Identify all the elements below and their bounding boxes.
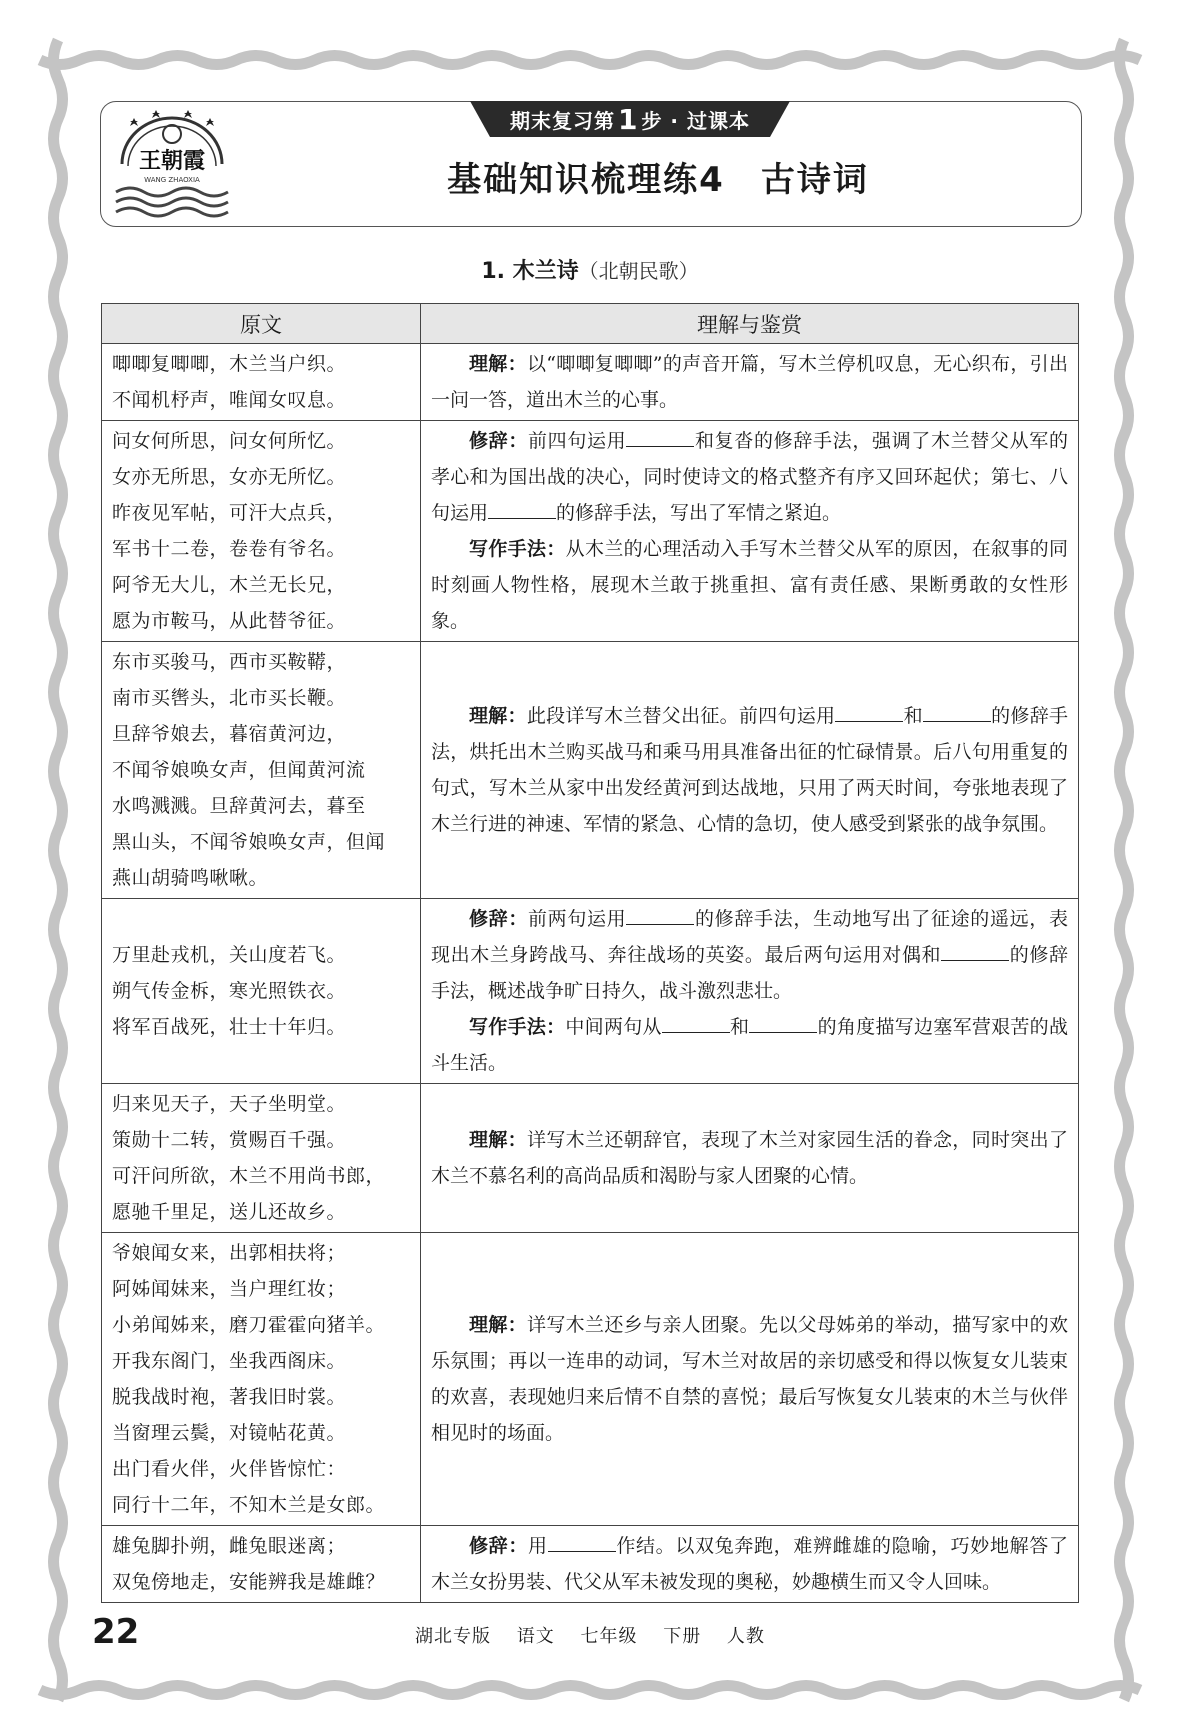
table-row	[102, 1084, 1079, 1233]
wavy-border-edge	[40, 1686, 1140, 1695]
tab-step-number: 1	[617, 102, 639, 136]
review-step-label	[470, 101, 790, 137]
analysis-paragraph	[431, 901, 1068, 1009]
analysis-cell	[421, 642, 1079, 899]
poem-line: 旦辞爷娘去，暮宿黄河边，	[112, 723, 347, 745]
column-header-original: 原文	[102, 304, 421, 344]
tab-text-post: 步 · 过课本	[641, 108, 750, 133]
table-row	[102, 899, 1079, 1084]
analysis-text: 用	[528, 1535, 548, 1557]
analysis-cell	[421, 421, 1079, 642]
analysis-cell	[421, 1526, 1079, 1603]
poem-line: 不闻机杼声，唯闻女叹息。	[112, 389, 347, 411]
poem-line: 唧唧复唧唧，木兰当户织。	[112, 353, 347, 375]
analysis-paragraph	[431, 531, 1068, 639]
fill-in-blank[interactable]	[923, 699, 991, 722]
poem-line: 当窗理云鬓，对镜帖花黄。	[112, 1422, 347, 1444]
analysis-cell	[421, 1084, 1079, 1233]
poem-line: 南市买辔头，北市买长鞭。	[112, 687, 347, 709]
poem-line: 愿驰千里足，送儿还故乡。	[112, 1201, 347, 1223]
table-row	[102, 1233, 1079, 1526]
fill-in-blank[interactable]	[749, 1010, 817, 1033]
analysis-paragraph	[431, 1307, 1068, 1451]
original-text-cell	[102, 1233, 421, 1526]
poem-line: 阿爷无大儿，木兰无长兄，	[112, 574, 347, 596]
wavy-border-edge	[40, 56, 1140, 65]
poem-line: 开我东阁门，坐我西阁床。	[112, 1350, 347, 1372]
analysis-keyword: 理解：	[469, 705, 527, 727]
poem-line: 东市买骏马，西市买鞍鞯，	[112, 651, 347, 673]
analysis-text: 和	[729, 1016, 750, 1038]
poem-line: 万里赴戎机，关山度若飞。	[112, 944, 347, 966]
original-text-cell	[102, 421, 421, 642]
poem-line: 可汗问所欲，木兰不用尚书郎，	[112, 1165, 386, 1187]
fill-in-blank[interactable]	[488, 496, 556, 519]
poem-line: 出门看火伴，火伴皆惊忙：	[112, 1458, 347, 1480]
poem-line: 水鸣溅溅。旦辞黄河去，暮至	[112, 795, 366, 817]
poem-line: 爷娘闻女来，出郭相扶将；	[112, 1242, 347, 1264]
analysis-text: 中间两句从	[565, 1016, 662, 1038]
analysis-text: 此段详写木兰替父出征。前四句运用	[526, 705, 836, 727]
poem-line: 将军百战死，壮士十年归。	[112, 1016, 347, 1038]
table-row	[102, 344, 1079, 421]
analysis-paragraph	[431, 346, 1068, 418]
section-heading	[100, 254, 1080, 285]
poem-line: 策勋十二转，赏赐百千强。	[112, 1129, 347, 1151]
poem-line: 小弟闻姊来，磨刀霍霍向猪羊。	[112, 1314, 386, 1336]
analysis-text: 作结。以双兔奔跑，难辨雌雄的隐喻，巧妙地解答了木兰女扮男装、代父从军未被发现的奥秘，妙趣横生而又令人回味。	[431, 1535, 1068, 1593]
tab-text-pre: 期末复习第	[509, 108, 615, 133]
analysis-text: 的修辞手法，写出了军情之紧迫。	[556, 502, 842, 524]
poem-line: 脱我战时袍，著我旧时裳。	[112, 1386, 347, 1408]
analysis-keyword: 理解：	[469, 353, 527, 375]
original-text-cell	[102, 899, 421, 1084]
column-header-analysis: 理解与鉴赏	[421, 304, 1079, 344]
analysis-cell	[421, 899, 1079, 1084]
fill-in-blank[interactable]	[835, 699, 903, 722]
analysis-keyword: 写作手法：	[469, 1016, 566, 1038]
analysis-paragraph	[431, 1122, 1068, 1194]
analysis-keyword: 修辞：	[469, 908, 528, 930]
analysis-paragraph	[431, 1009, 1068, 1081]
poem-line: 问女何所思，问女何所忆。	[112, 430, 347, 452]
analysis-text: 前两句运用	[528, 908, 627, 930]
fill-in-blank[interactable]	[548, 1529, 616, 1552]
page-title: 基础知识梳理练4 古诗词	[447, 160, 869, 200]
table-row	[102, 421, 1079, 642]
analysis-paragraph	[431, 423, 1068, 531]
page-number: 22	[92, 1612, 140, 1652]
poem-line: 同行十二年，不知木兰是女郎。	[112, 1494, 386, 1516]
svg-text:WANG ZHAOXIA: WANG ZHAOXIA	[144, 176, 200, 184]
poem-origin: （北朝民歌）	[578, 259, 699, 283]
original-text-cell	[102, 1084, 421, 1233]
original-text-cell	[102, 642, 421, 899]
poem-line: 女亦无所思，女亦无所忆。	[112, 466, 347, 488]
poem-line: 朔气传金柝，寒光照铁衣。	[112, 980, 347, 1002]
publisher-logo	[108, 104, 236, 222]
original-text-cell	[102, 344, 421, 421]
analysis-text: 的角度描写边塞军营艰苦的战斗生活。	[431, 1016, 1068, 1074]
fill-in-blank[interactable]	[662, 1010, 730, 1033]
analysis-paragraph	[431, 1528, 1068, 1600]
wavy-border-edge	[1120, 40, 1129, 1700]
analysis-keyword: 写作手法：	[469, 538, 566, 560]
poem-title: 1. 木兰诗	[481, 259, 579, 284]
poem-line: 黑山头，不闻爷娘唤女声，但闻	[112, 831, 386, 853]
poem-line: 不闻爷娘唤女声，但闻黄河流	[112, 759, 366, 781]
wavy-border-edge	[54, 40, 63, 1700]
fill-in-blank[interactable]	[626, 424, 694, 447]
table-row	[102, 642, 1079, 899]
svg-text:王朝霞: 王朝霞	[138, 148, 206, 174]
poem-line: 雄兔脚扑朔，雌兔眼迷离；	[112, 1535, 347, 1557]
analysis-text: 的修辞手法，烘托出木兰购买战马和乘马用具准备出征的忙碌情景。后八句用重复的句式，写木兰从家中出发经黄河到达战地，只用了两天时间，夸张地表现了木兰行进的神速、军情的紧急、心情的急切，使人感受到紧张的战争氛围。	[431, 705, 1068, 835]
poem-line: 昨夜见军帖，可汗大点兵，	[112, 502, 347, 524]
footer-edition-info: 湖北专版 语文 七年级 下册 人教	[415, 1626, 765, 1647]
analysis-text: 和复沓的修辞手法，强调了木兰替父从军的孝心和为国出战的决心，同时使诗文的格式整齐有序又回环起伏；第七、八句运用	[431, 430, 1068, 524]
analysis-keyword: 理解：	[469, 1129, 527, 1151]
analysis-text: 和	[903, 705, 923, 727]
analysis-text: 详写木兰还朝辞官，表现了木兰对家园生活的眷念，同时突出了木兰不慕名利的高尚品质和渴盼与家人团聚的心情。	[431, 1129, 1068, 1187]
analysis-cell	[421, 1233, 1079, 1526]
table-row	[102, 1526, 1079, 1603]
poem-line: 阿姊闻妹来，当户理红妆；	[112, 1278, 347, 1300]
table-header-row	[102, 304, 1079, 344]
poem-line: 归来见天子，天子坐明堂。	[112, 1093, 347, 1115]
fill-in-blank[interactable]	[626, 902, 694, 925]
analysis-paragraph	[431, 698, 1068, 842]
analysis-keyword: 理解：	[469, 1314, 527, 1336]
original-text-cell	[102, 1526, 421, 1603]
poem-line: 双兔傍地走，安能辨我是雄雌？	[112, 1571, 386, 1593]
analysis-text: 从木兰的心理活动入手写木兰替父从军的原因，在叙事的同时刻画人物性格，展现木兰敢于挑重担、富有责任感、果断勇敢的女性形象。	[431, 538, 1068, 632]
analysis-text: 的修辞手法，生动地写出了征途的遥远，表现出木兰身跨战马、奔往战场的英姿。最后两句运用对偶和	[431, 908, 1068, 966]
poem-analysis-table	[101, 303, 1079, 1603]
analysis-text: 的修辞手法，概述战争旷日持久，战斗激烈悲壮。	[431, 944, 1068, 1002]
analysis-keyword: 修辞：	[469, 430, 528, 452]
analysis-text: 详写木兰还乡与亲人团聚。先以父母姊弟的举动，描写家中的欢乐氛围；再以一连串的动词，写木兰对故居的亲切感受和得以恢复女儿装束的欢喜，表现她归来后情不自禁的喜悦；最后写恢复女儿装束的木兰与伙伴相见时的场面。	[431, 1314, 1068, 1444]
analysis-text: 以“唧唧复唧唧”的声音开篇，写木兰停机叹息，无心织布，引出一问一答，道出木兰的心事。	[431, 353, 1068, 411]
analysis-cell	[421, 344, 1079, 421]
analysis-text: 前四句运用	[528, 430, 627, 452]
fill-in-blank[interactable]	[941, 938, 1009, 961]
poem-line: 军书十二卷，卷卷有爷名。	[112, 538, 347, 560]
poem-line: 燕山胡骑鸣啾啾。	[112, 867, 269, 889]
analysis-keyword: 修辞：	[469, 1535, 528, 1557]
poem-line: 愿为市鞍马，从此替爷征。	[112, 610, 347, 632]
